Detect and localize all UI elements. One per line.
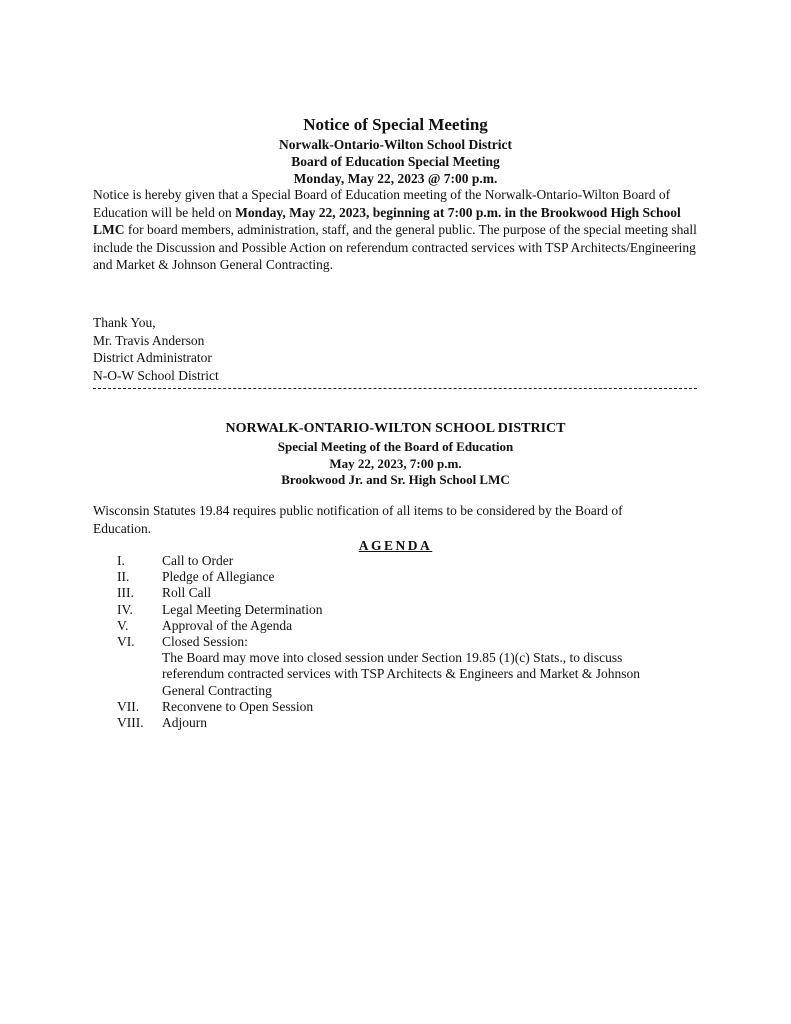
- agenda-meeting: Special Meeting of the Board of Education: [277, 439, 514, 454]
- notice-body-bold: Monday, May 22, 2023, beginning at 7:00 p.m. in the Brookwood High School LMC: [93, 204, 681, 238]
- statutes-text: Wisconsin Statutes 19.84 requires public notification of all items to be considered by the Board of Education.: [93, 503, 623, 536]
- agenda-datetime: May 22, 2023, 7:00 p.m.: [329, 456, 462, 471]
- agenda-item-text: Pledge of Allegiance: [162, 569, 275, 585]
- agenda-item-number: II.: [117, 569, 130, 585]
- agenda-district: NORWALK-ONTARIO-WILTON SCHOOL DISTRICT: [225, 421, 566, 436]
- agenda-item: [117, 569, 697, 585]
- agenda-item: [117, 585, 697, 601]
- agenda-item-number: IV.: [117, 601, 133, 617]
- agenda-title: AGENDA: [358, 538, 433, 553]
- agenda-item-number: V.: [117, 617, 129, 633]
- signature-closing: Thank You,: [93, 315, 156, 330]
- signature-org: N-O-W School District: [93, 367, 219, 383]
- signature-name: Mr. Travis Anderson: [93, 332, 205, 348]
- agenda-item-detail: The Board may move into closed session under Section 19.85 (1)(c) Stats., to discuss referendum contracted services with TSP Architects & Engineers and Market & Johnson General Contracting: [162, 650, 640, 698]
- agenda-item-number: I.: [117, 553, 125, 568]
- notice-body: [93, 186, 703, 274]
- notice-datetime: Monday, May 22, 2023 @ 7:00 p.m.: [293, 171, 498, 186]
- notice-meeting-type: Board of Education Special Meeting: [291, 154, 500, 169]
- dashed-divider: [93, 388, 697, 389]
- agenda-item-text: Adjourn: [162, 715, 207, 731]
- agenda-item: [117, 602, 697, 618]
- agenda-location: Brookwood Jr. and Sr. High School LMC: [281, 472, 510, 487]
- agenda-item-text: Call to Order: [162, 553, 234, 568]
- notice-title: Notice of Special Meeting: [303, 115, 488, 134]
- agenda-item-text: Closed Session:: [162, 634, 248, 650]
- agenda-list: [117, 553, 697, 731]
- agenda-item-text: Reconvene to Open Session: [162, 698, 314, 714]
- agenda-item: [117, 715, 697, 731]
- agenda-item-number: VI.: [117, 634, 135, 650]
- agenda-item-text: Approval of the Agenda: [162, 617, 293, 633]
- notice-district: Norwalk-Ontario-Wilton School District: [279, 137, 512, 152]
- agenda-item-text: Legal Meeting Determination: [162, 601, 323, 617]
- agenda-item-number: VII.: [117, 698, 140, 714]
- agenda-item-text: Roll Call: [162, 585, 212, 601]
- agenda-item: [117, 699, 697, 715]
- signature-role: District Administrator: [93, 350, 212, 366]
- signature-block: [93, 314, 219, 384]
- agenda-item: [117, 634, 697, 650]
- agenda-item: [117, 618, 697, 634]
- agenda-item-number: VIII.: [117, 715, 144, 731]
- notice-body-part1: Notice is hereby given that a Special Board of Education meeting of the Norwalk-Ontario-Wilton Board of Education will be held on: [93, 187, 671, 220]
- agenda-item-number: III.: [117, 585, 134, 601]
- agenda-item: [117, 553, 697, 569]
- notice-body-part2: for board members, administration, staff, and the general public. The purpose of the special meeting shall include the Discussion and Possible Action on referendum contracted services with TSP Architects/Engineering and Market & Johnson General Contracting.: [93, 222, 697, 273]
